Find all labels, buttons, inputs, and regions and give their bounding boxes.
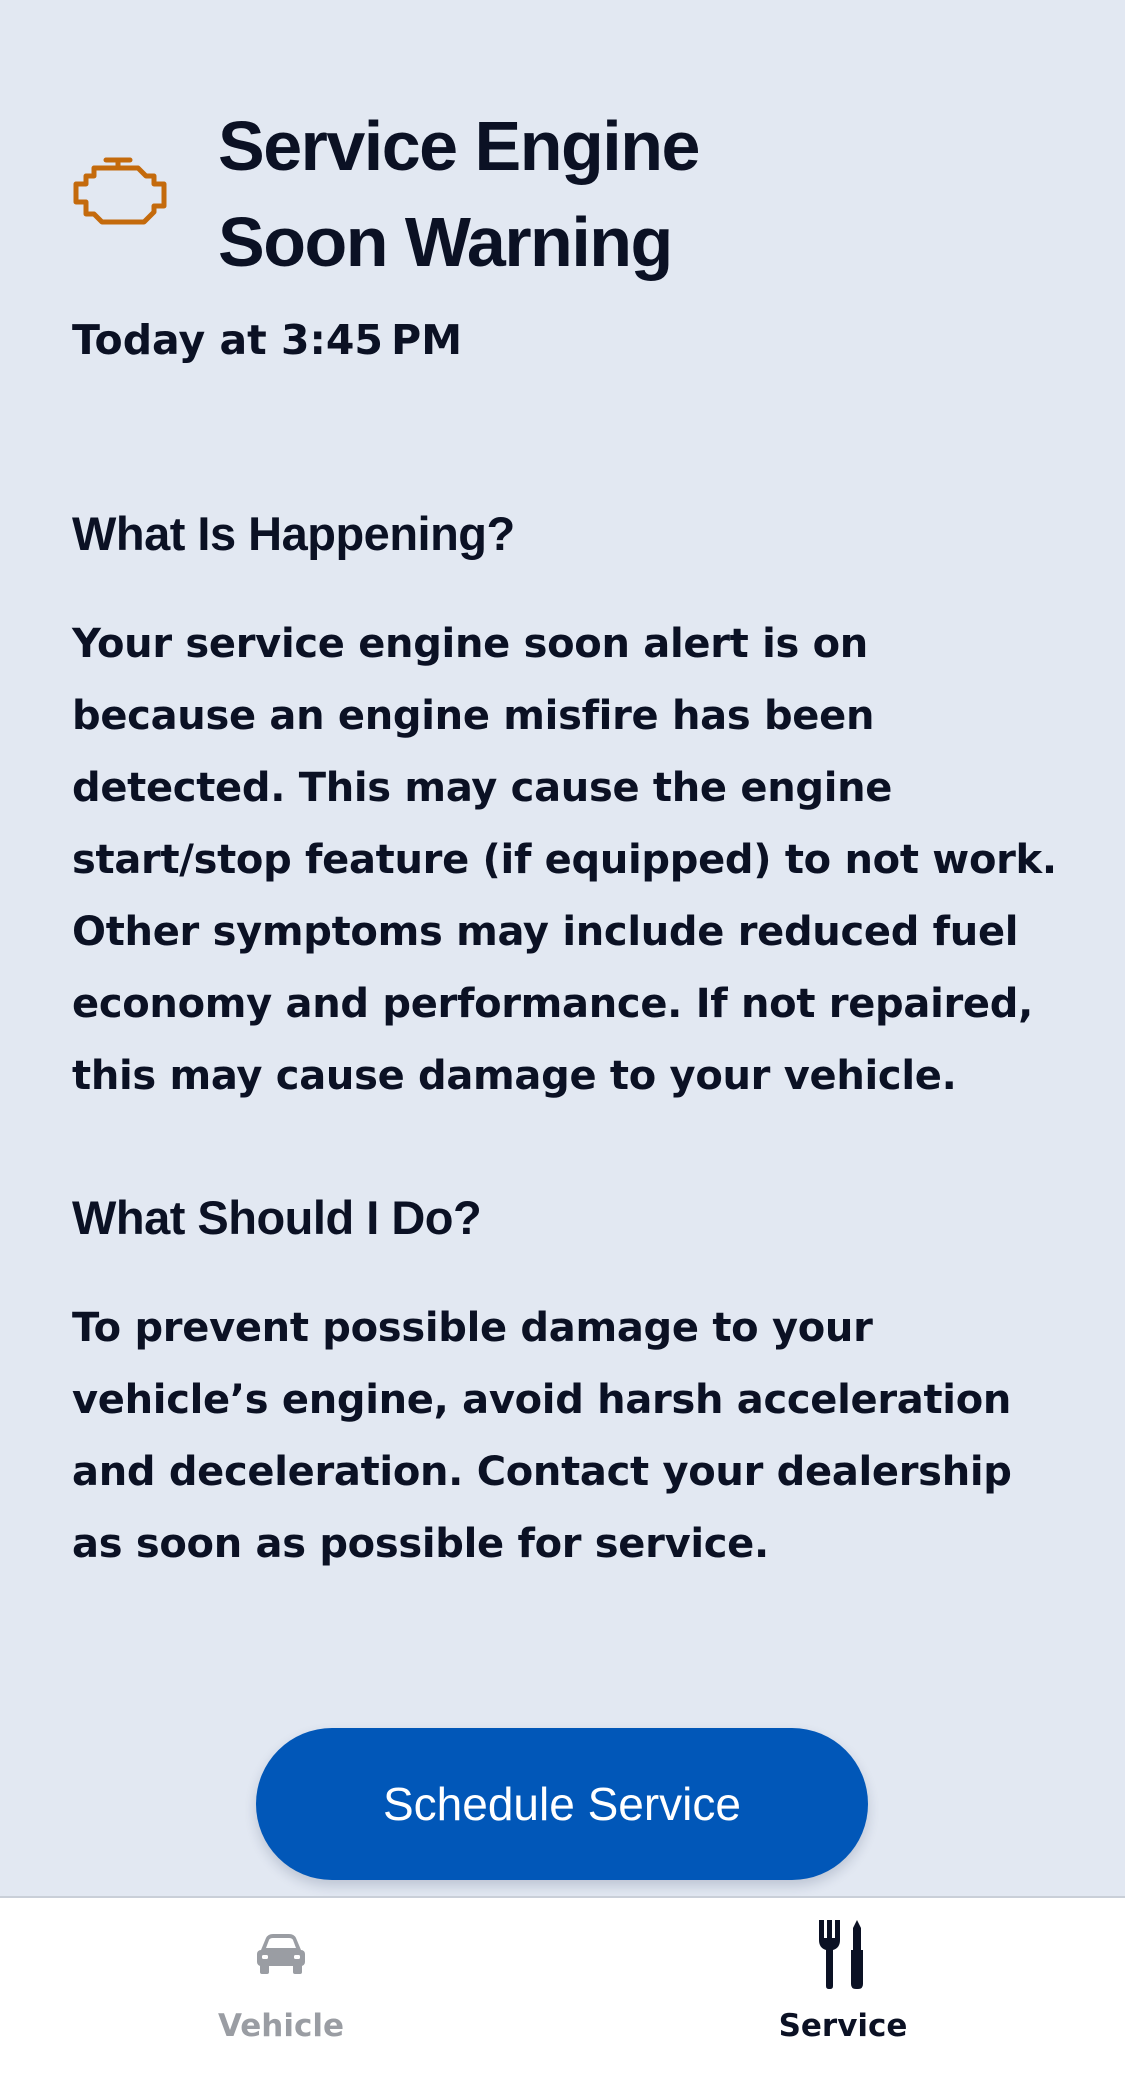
section-heading-what-is-happening: What Is Happening?: [72, 507, 515, 560]
car-icon: [254, 1918, 308, 1990]
tab-service-label: Service: [778, 2008, 908, 2044]
alert-title: Service Engine Soon Warning: [218, 107, 699, 281]
schedule-service-button[interactable]: Schedule Service: [256, 1728, 868, 1880]
bottom-tab-bar: [0, 1896, 1125, 2079]
tab-vehicle-label: Vehicle: [217, 2008, 345, 2044]
section-heading-what-should-i-do: What Should I Do?: [72, 1191, 482, 1244]
alert-header: [72, 98, 1072, 290]
tab-service[interactable]: [693, 1918, 993, 2058]
alert-timestamp: Today at 3:45 PM: [72, 316, 463, 364]
check-engine-icon: [72, 154, 170, 234]
section-body-what-is-happening: Your service engine soon alert is on because an engine misfire has been detected. This may cause the engine start/stop feature (if equipped) to not work. Other symptoms may include reduced fuel economy and performance. If not repaired, this may cause damage to your vehicle.: [72, 621, 1057, 1099]
tools-icon: [815, 1918, 871, 1990]
section-body-what-should-i-do: To prevent possible damage to your vehicle’s engine, avoid harsh acceleration and deceleration. Contact your dealership as soon as possible for service.: [72, 1305, 1012, 1567]
tab-vehicle[interactable]: [131, 1918, 431, 2058]
